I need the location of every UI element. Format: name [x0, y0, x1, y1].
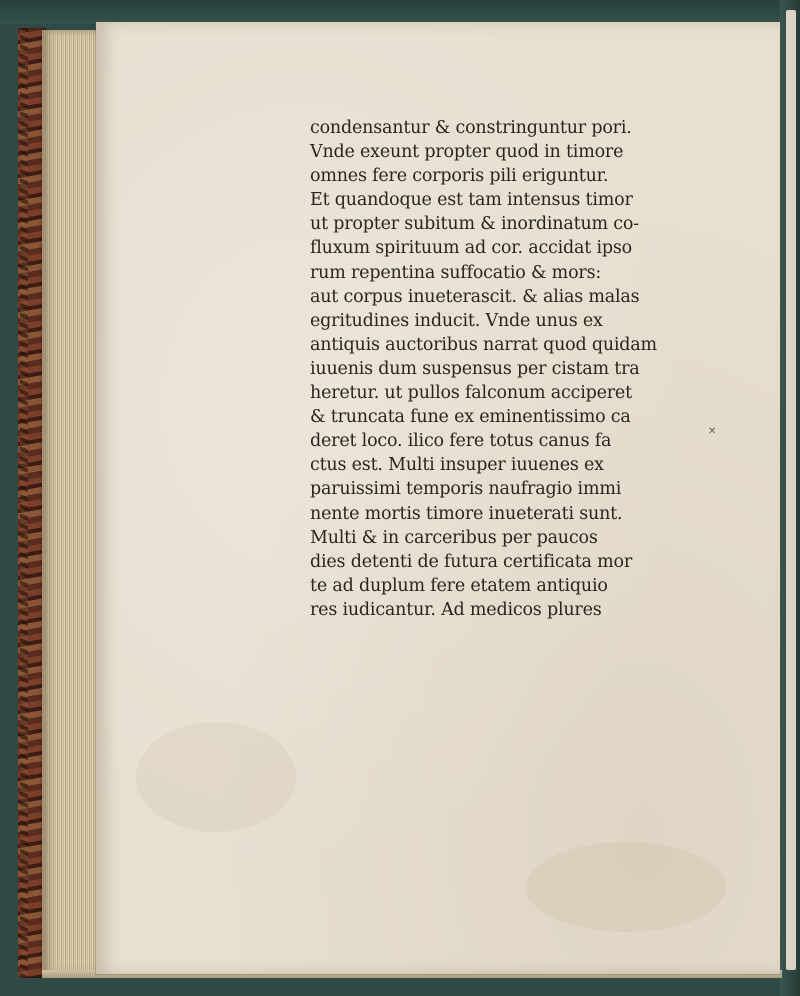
- text-line: aut corpus inueterascit. & alias malas: [310, 286, 640, 307]
- text-line: iuuenis dum suspensus per cistam tra: [310, 358, 640, 379]
- text-line: Vnde exeunt propter quod in timore: [310, 142, 624, 163]
- text-line: antiquis auctoribus narrat quod quidam: [310, 334, 657, 355]
- text-line: heretur. ut pullos falconum acciperet: [310, 383, 632, 404]
- text-line: omnes fere corporis pili eriguntur.: [310, 166, 609, 187]
- text-line: fluxum spirituum ad cor. accidat ipso: [310, 238, 632, 259]
- text-line: ut propter subitum & inordinatum co-: [310, 214, 639, 235]
- text-line: egritudines inducit. Vnde unus ex: [310, 310, 603, 331]
- facing-page-sliver: [786, 10, 796, 970]
- paper-stain: [136, 722, 296, 832]
- text-line: Multi & in carceribus per paucos: [310, 527, 598, 548]
- ink-speck: ✕: [708, 426, 717, 437]
- text-line: paruissimi temporis naufragio immi: [310, 479, 622, 500]
- text-line: res iudicantur. Ad medicos plures: [310, 599, 602, 620]
- facing-page-edge: [780, 0, 800, 996]
- text-line: te ad duplum fere etatem antiquio: [310, 575, 608, 596]
- text-line: nente mortis timore inueterati sunt.: [310, 503, 623, 524]
- text-line: condensantur & constringuntur pori.: [310, 118, 632, 138]
- text-line: ctus est. Multi insuper iuuenes ex: [310, 455, 604, 476]
- paper-stain: [526, 842, 726, 932]
- backdrop: [0, 0, 800, 24]
- text-line: deret loco. ilico fere totus canus fa: [310, 431, 612, 452]
- page-block-edges: [42, 30, 100, 974]
- text-block: [310, 116, 690, 716]
- text-line: dies detenti de futura certificata mor: [310, 551, 633, 572]
- text-line: rum repentina suffocatio & mors:: [310, 262, 602, 283]
- text-line: Et quandoque est tam intensus timor: [310, 190, 633, 211]
- text-line: & truncata fune ex eminentissimo ca: [310, 407, 631, 428]
